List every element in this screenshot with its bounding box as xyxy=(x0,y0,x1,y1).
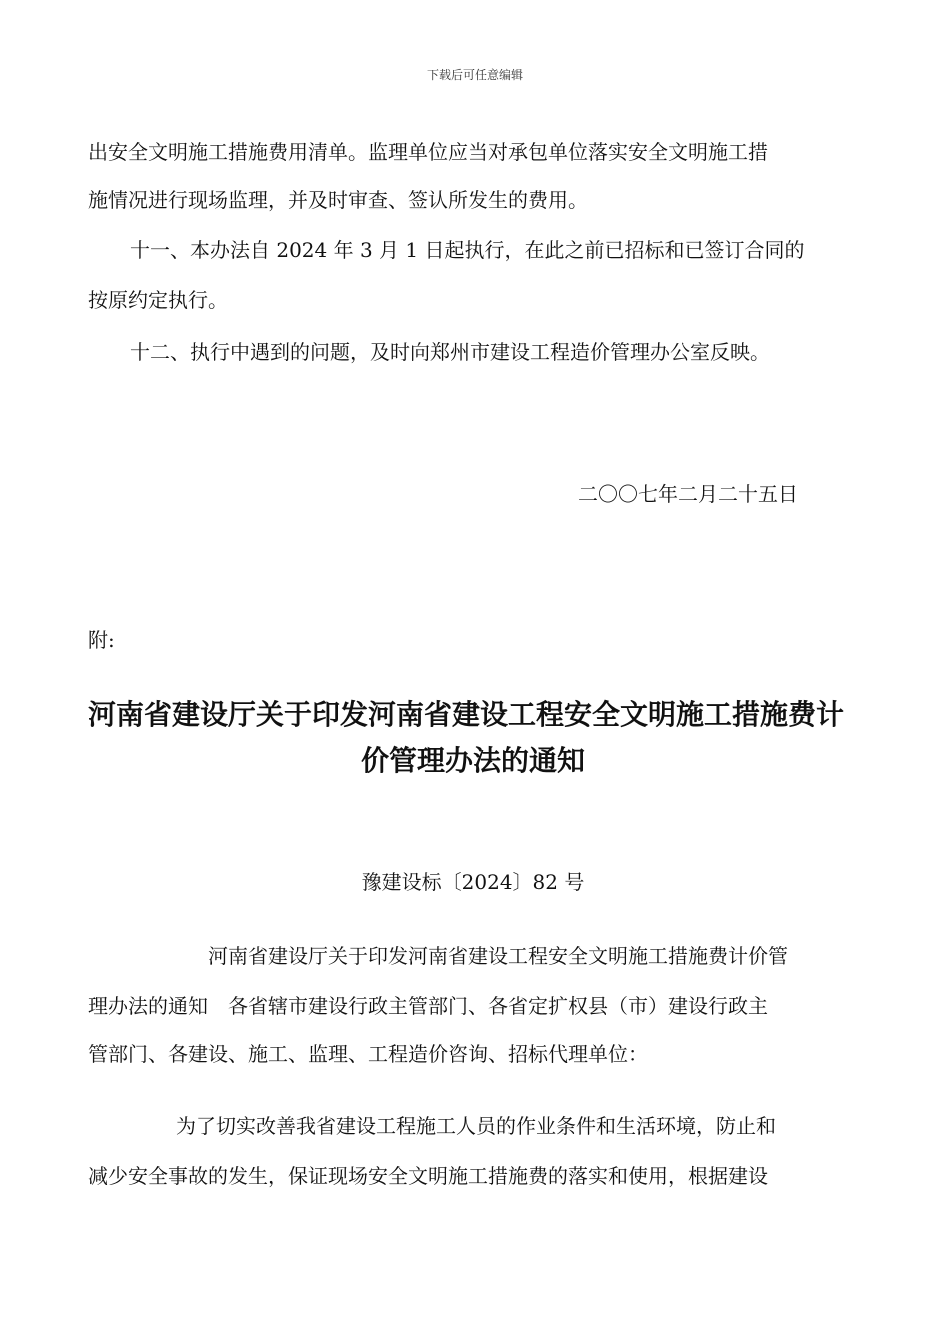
body-paragraph-line: 施情况进行现场监理，并及时审查、签认所发生的费用。 xyxy=(88,188,588,212)
notice-paragraph-line: 减少安全事故的发生，保证现场安全文明施工措施费的落实和使用，根据建设 xyxy=(88,1164,768,1188)
notice-intro-line: 管部门、各建设、施工、监理、工程造价咨询、招标代理单位： xyxy=(88,1042,648,1066)
document-date: 二〇〇七年二月二十五日 xyxy=(578,482,798,506)
notice-intro-line: 河南省建设厅关于印发河南省建设工程安全文明施工措施费计价管 xyxy=(208,944,788,968)
attachment-label: 附: xyxy=(88,628,115,652)
notice-paragraph-line: 为了切实改善我省建设工程施工人员的作业条件和生活环境，防止和 xyxy=(176,1114,776,1138)
notice-title-line-1: 河南省建设厅关于印发河南省建设工程安全文明施工措施费计 xyxy=(88,698,845,731)
document-number: 豫建设标〔2024〕82 号 xyxy=(361,870,585,894)
page-header-note: 下载后可任意编辑 xyxy=(426,68,523,82)
body-paragraph-line: 十二、执行中遇到的问题，及时向郑州市建设工程造价管理办公室反映。 xyxy=(130,340,770,364)
notice-title-line-2: 价管理办法的通知 xyxy=(360,744,585,777)
notice-intro-line: 理办法的通知 各省辖市建设行政主管部门、各省定扩权县（市）建设行政主 xyxy=(88,994,768,1018)
body-paragraph-line: 十一、本办法自 2024 年 3 月 1 日起执行，在此之前已招标和已签订合同的 xyxy=(130,238,805,262)
body-paragraph-line: 出安全文明施工措施费用清单。监理单位应当对承包单位落实安全文明施工措 xyxy=(88,140,768,164)
body-paragraph-line: 按原约定执行。 xyxy=(88,288,228,312)
